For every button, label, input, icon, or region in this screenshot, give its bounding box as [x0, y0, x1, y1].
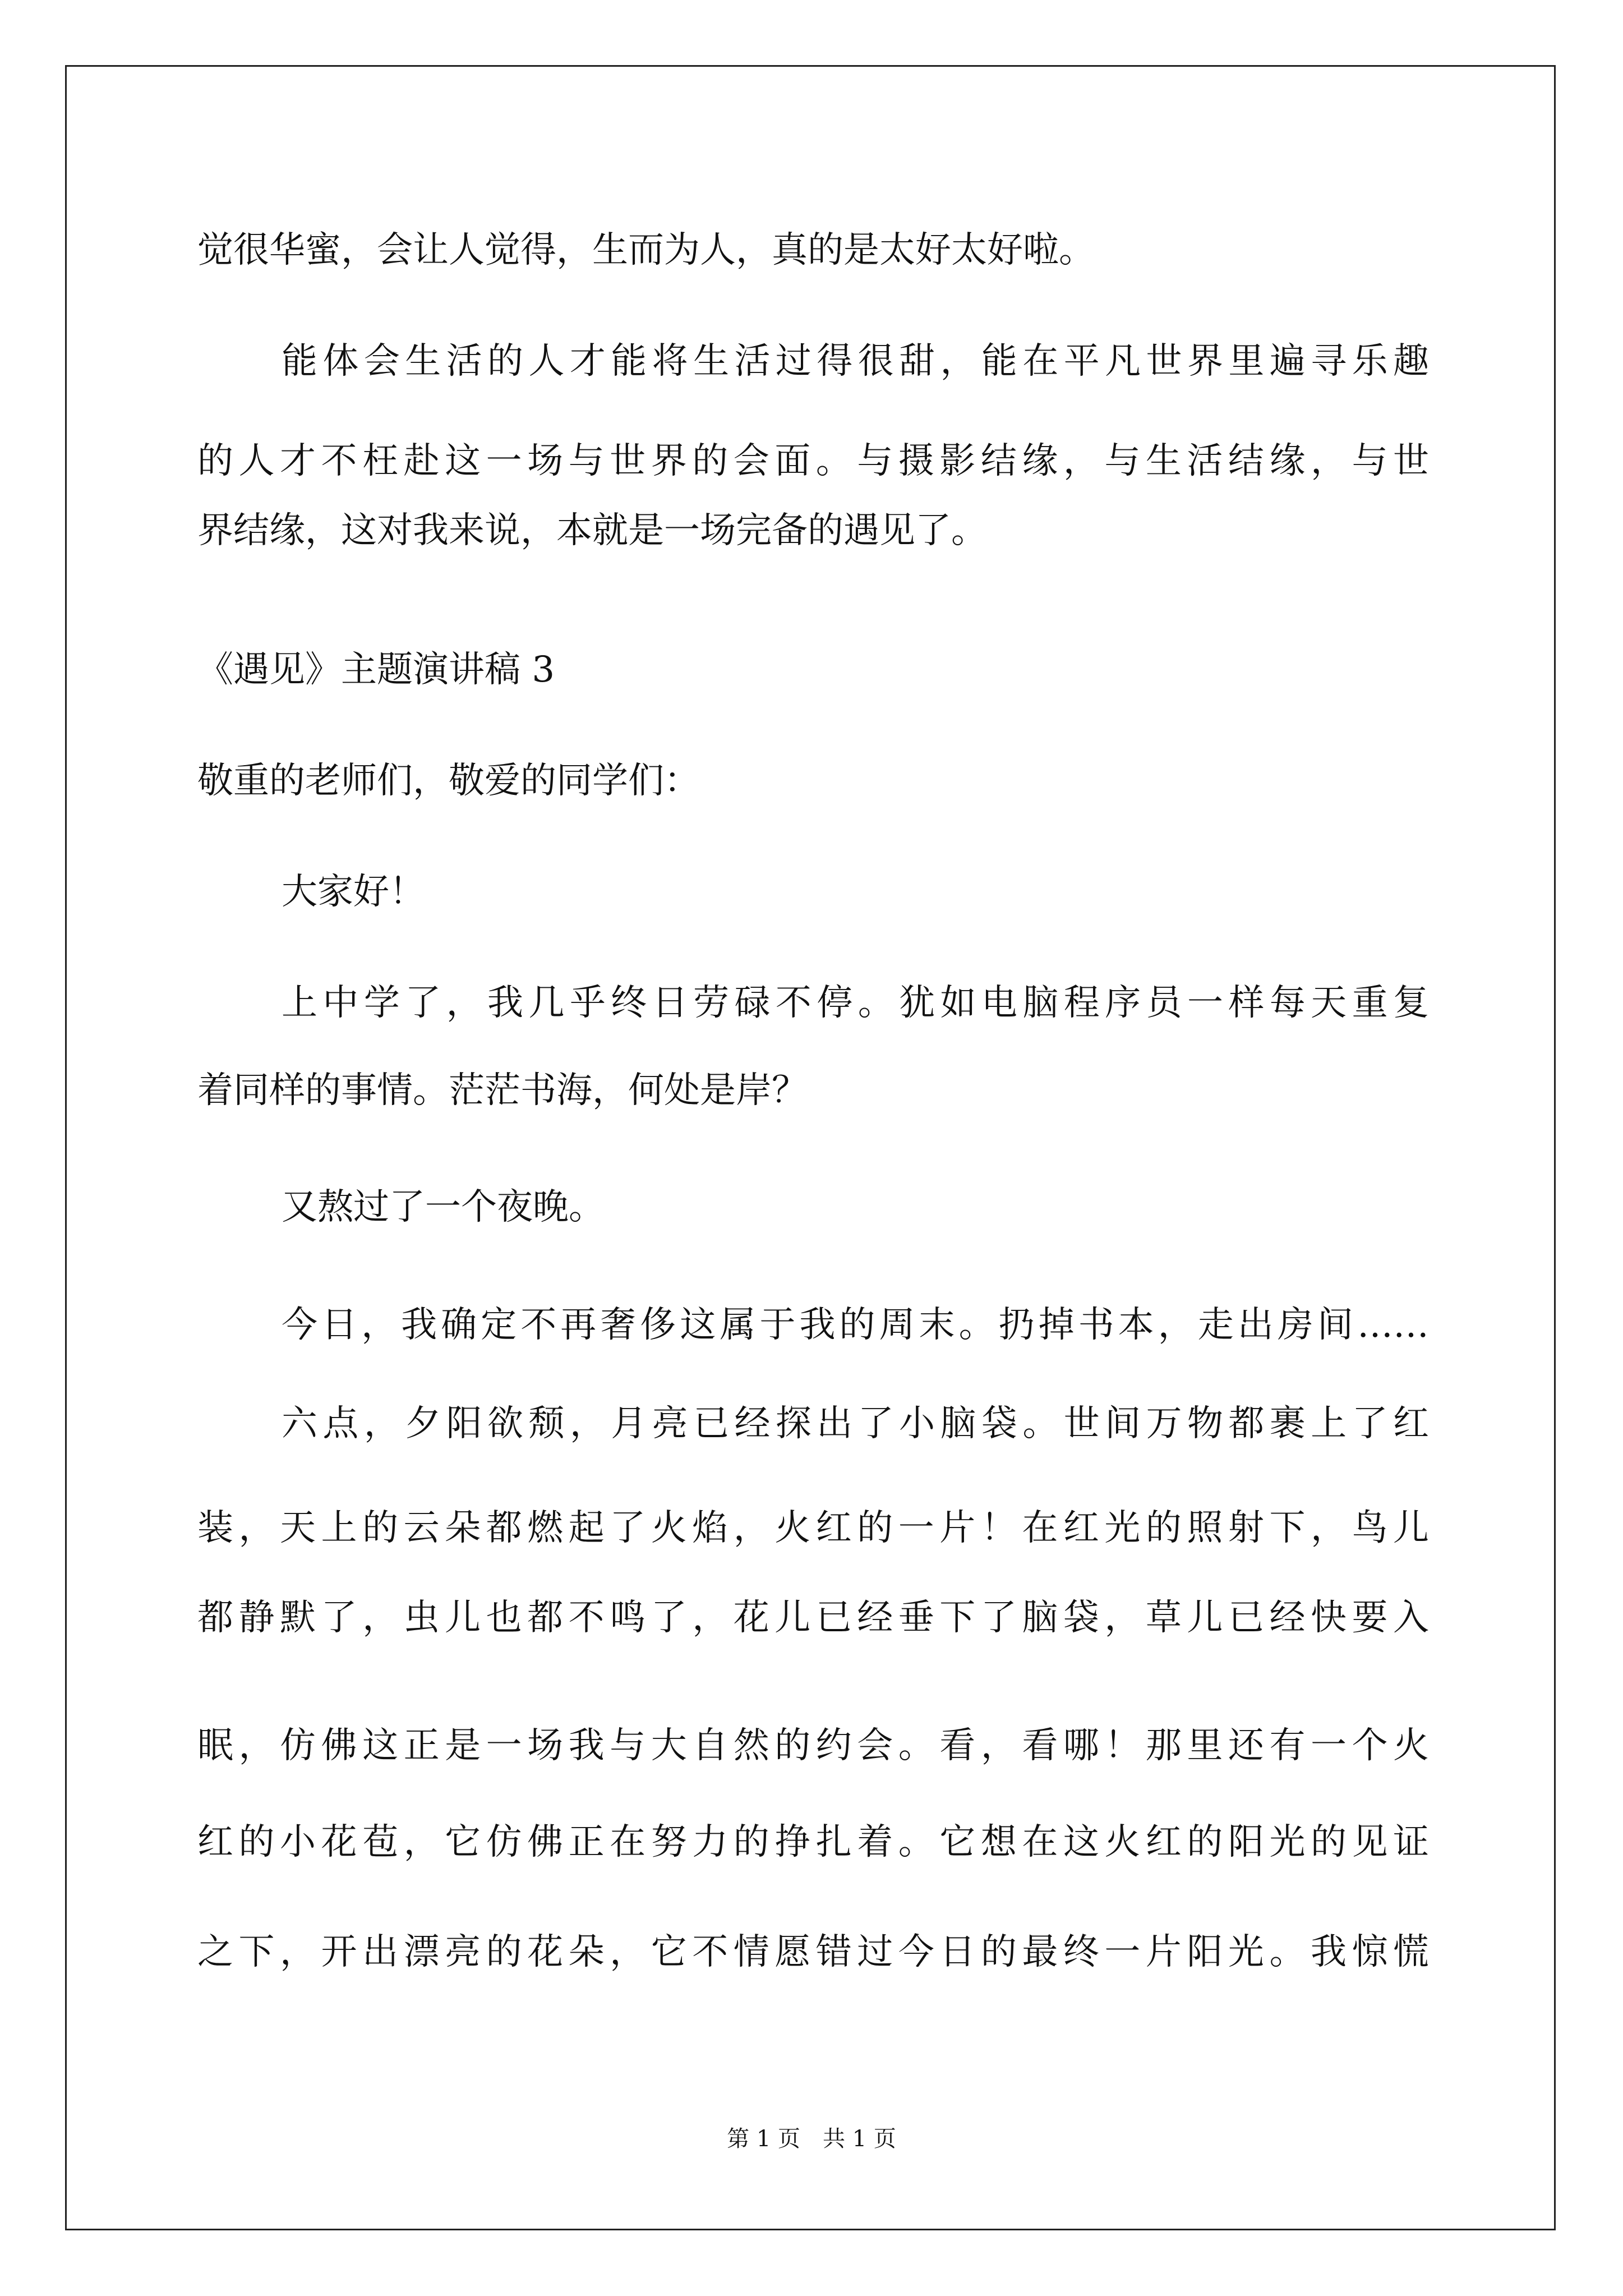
text-line-15: 眠，仿佛这正是一场我与大自然的约会。看，看哪！那里还有一个火: [197, 1725, 1429, 1766]
text-line-13: 装，天上的云朵都燃起了火焰，火红的一片！在红光的照射下，鸟儿: [197, 1507, 1429, 1549]
text-line-17: 之下，开出漂亮的花朵，它不情愿错过今日的最终一片阳光。我惊慌: [197, 1931, 1429, 1973]
text-line-16: 红的小花苞，它仿佛正在努力的挣扎着。它想在这火红的阳光的见证: [197, 1821, 1429, 1863]
text-line-2: 能体会生活的人才能将生活过得很甜，能在平凡世界里遍寻乐趣: [282, 341, 1429, 382]
text-line-1: 觉很华蜜，会让人觉得，生而为人，真的是太好太好啦。: [197, 229, 1095, 271]
page-border: [65, 65, 1556, 2230]
salutation: 敬重的老师们，敬爱的同学们：: [197, 760, 700, 802]
page-footer: 第 1 页 共 1 页: [727, 2126, 896, 2152]
text-line-10: 又熬过了一个夜晚。: [282, 1186, 605, 1228]
text-line-12: 六点，夕阳欲颓，月亮已经探出了小脑袋。世间万物都裹上了红: [282, 1403, 1429, 1444]
text-line-4: 界结缘，这对我来说，本就是一场完备的遇见了。: [197, 510, 987, 551]
greeting: 大家好！: [282, 871, 425, 913]
section-heading: 《遇见》主题演讲稿 3: [197, 649, 555, 691]
text-line-9: 着同样的事情。茫茫书海，何处是岸？: [197, 1070, 808, 1111]
text-line-14: 都静默了，虫儿也都不鸣了，花儿已经垂下了脑袋，草儿已经快要入: [197, 1597, 1429, 1639]
text-line-8: 上中学了，我几乎终日劳碌不停。犹如电脑程序员一样每天重复: [282, 982, 1429, 1024]
text-line-3: 的人才不枉赴这一场与世界的会面。与摄影结缘，与生活结缘，与世: [197, 440, 1429, 482]
text-line-11: 今日，我确定不再奢侈这属于我的周末。扔掉书本，走出房间……: [282, 1304, 1429, 1346]
